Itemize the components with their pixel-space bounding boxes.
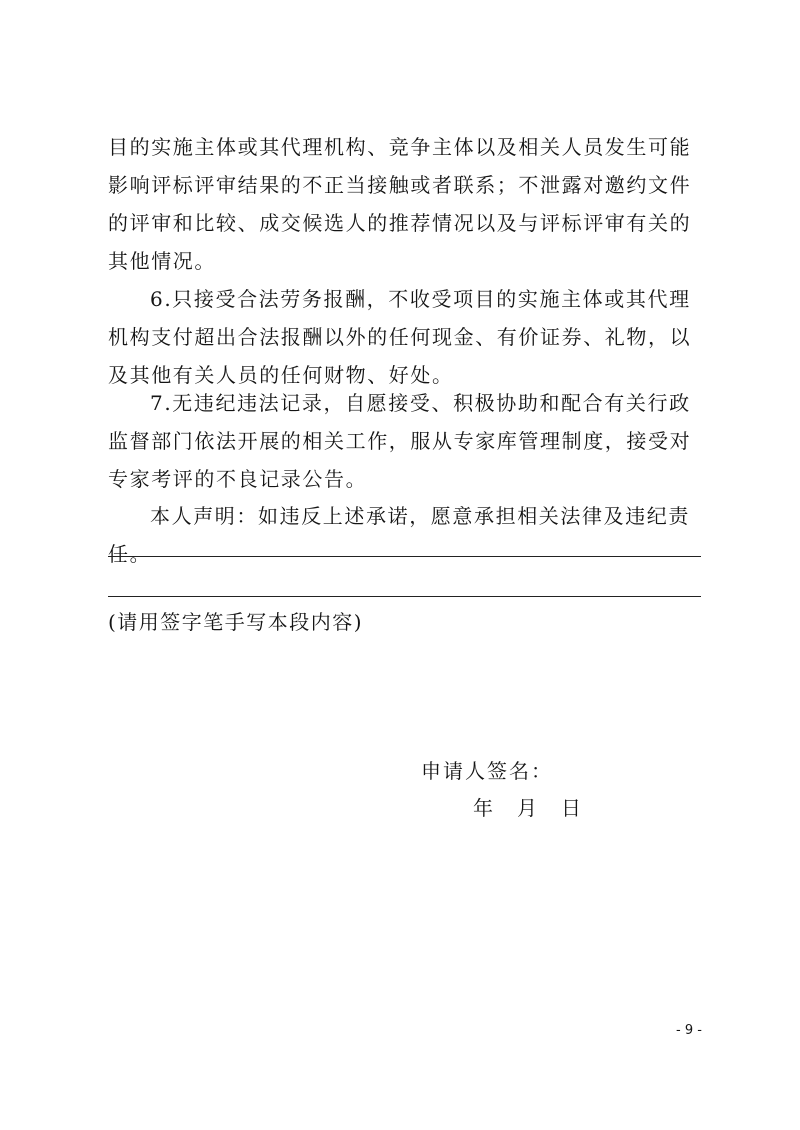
handwriting-line-2[interactable]	[108, 596, 701, 597]
applicant-signature-label: 申请人签名：	[421, 759, 553, 783]
handwriting-line-1[interactable]	[108, 556, 701, 557]
date-year: 年	[473, 796, 493, 820]
item-7: 7.无违纪违法记录，自愿接受、积极协助和配合有关行政监督部门依法开展的相关工作，服从专家库管理制度，接受对专家考评的不良记录公告。	[108, 391, 692, 491]
date-day: 日	[561, 796, 581, 820]
date-month: 月	[517, 796, 537, 820]
handwriting-instruction: (请用签字笔手写本段内容)	[108, 610, 364, 634]
item-6: 6.只接受合法劳务报酬，不收受项目的实施主体或其代理机构支付超出合法报酬以外的任何现金、有价证券、礼物，以及其他有关人员的任何财物、好处。	[108, 287, 692, 387]
date-line	[473, 792, 581, 821]
paragraph-continuation: 目的实施主体或其代理机构、竞争主体以及相关人员发生可能影响评标评审结果的不正当接触或者联系；不泄露对邀约文件的评审和比较、成交候选人的推荐情况以及与评标评审有关的其他情况。	[108, 135, 692, 273]
page-number: - 9 -	[676, 1023, 702, 1038]
declaration: 本人声明：如违反上述承诺，愿意承担相关法律及违纪责任。	[108, 504, 690, 566]
